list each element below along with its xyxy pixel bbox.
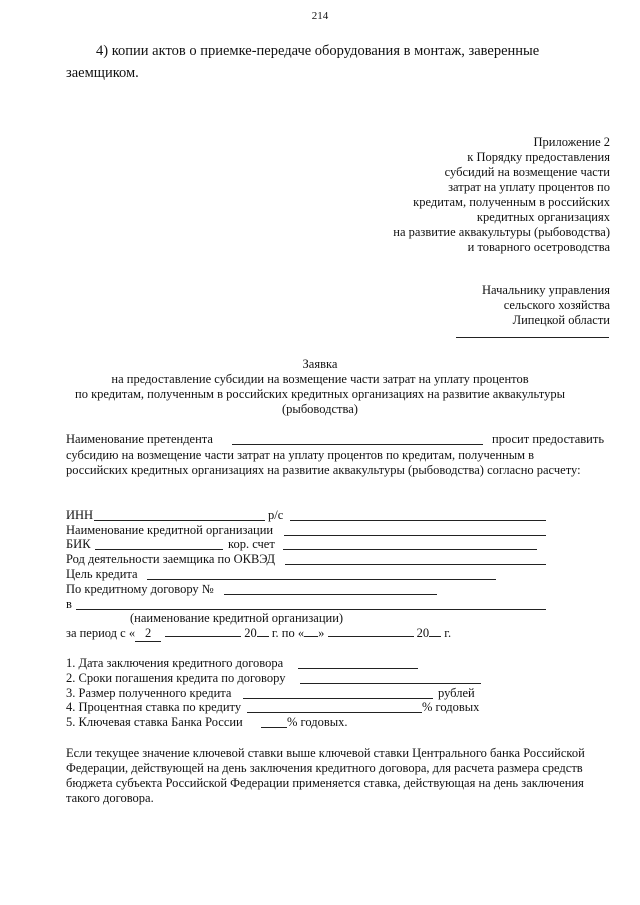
period-from-text: за период с « <box>66 626 136 640</box>
title-line: (рыбоводства) <box>282 402 358 416</box>
title-line: по кредитам, полученным в российских кредитных организациях на развитие аквакультуры <box>75 387 565 401</box>
period-to-close-quote: » <box>318 626 325 640</box>
in-label: в <box>66 597 72 611</box>
appendix-line: затрат на уплату процентов по <box>448 180 610 194</box>
appendix-line: Приложение 2 <box>533 135 610 149</box>
intro-line3: российских кредитных организациях на развитие аквакультуры (рыбоводства) согласно расчету: <box>66 463 581 477</box>
appendix-line: субсидий на возмещение части <box>444 165 610 179</box>
note-line3: бюджета субъекта Российской Федерации применяется ставка, действующая на день заключения <box>66 776 584 790</box>
item-3-label: 3. Размер полученного кредита <box>66 686 232 700</box>
purpose-label: Цель кредита <box>66 567 138 581</box>
bik-label: БИК <box>66 537 91 551</box>
addressee-line: сельского хозяйства <box>503 298 610 312</box>
item-1-field[interactable] <box>298 668 418 669</box>
note-line1: Если текущее значение ключевой ставки выше ключевой ставки Центрального банка Российской <box>66 746 585 760</box>
applicant-name-field[interactable] <box>232 444 483 445</box>
note-line4: такого договора. <box>66 791 154 805</box>
appendix-line: кредитных организациях <box>476 210 610 224</box>
purpose-field[interactable] <box>147 579 496 580</box>
item-4-field[interactable] <box>247 712 422 713</box>
item-5-label: 5. Ключевая ставка Банка России <box>66 715 243 729</box>
application-title <box>0 357 640 417</box>
contract-number-field[interactable] <box>224 594 437 595</box>
kor-label: кор. счет <box>228 537 275 551</box>
item-4-paragraph <box>66 40 612 84</box>
period-to-year-suffix: г. <box>441 626 452 640</box>
title-line: на предоставление субсидии на возмещение части затрат на уплату процентов <box>111 372 529 386</box>
period-from-year-prefix: 20 <box>244 626 257 640</box>
addressee-block <box>482 283 610 328</box>
addressee-line: Начальнику управления <box>482 283 610 297</box>
period-to-month-field[interactable] <box>328 636 414 637</box>
item-4-line1: 4) копии актов о приемке-передаче оборудования в монтаж, заверенные <box>96 43 540 59</box>
credit-org-name-field[interactable] <box>76 609 546 610</box>
item-4-line2: заемщиком. <box>66 65 139 81</box>
item-5-field[interactable] <box>261 727 287 728</box>
inn-field[interactable] <box>94 520 265 521</box>
okved-field[interactable] <box>285 564 546 565</box>
appendix-block <box>393 135 610 255</box>
bik-field[interactable] <box>95 549 223 550</box>
appendix-line: кредитам, полученным в российских <box>413 195 610 209</box>
period-to-year-prefix: 20 <box>416 626 430 640</box>
page-number: 214 <box>311 10 329 22</box>
okved-label: Род деятельности заемщика по ОКВЭД <box>66 552 276 566</box>
appendix-line: на развитие аквакультуры (рыбоводства) <box>393 225 610 239</box>
item-3-unit: рублей <box>438 686 475 700</box>
org-caption: (наименование кредитной организации) <box>130 611 344 625</box>
item-2-field[interactable] <box>300 683 481 684</box>
item-4-label: 4. Процентная ставка по кредиту <box>66 700 242 714</box>
credit-org-label: Наименование кредитной организации <box>66 523 274 537</box>
kor-field[interactable] <box>283 549 537 550</box>
item-4-unit: % годовых <box>422 700 480 714</box>
item-1-label: 1. Дата заключения кредитного договора <box>66 656 284 670</box>
rs-label: р/с <box>268 508 284 522</box>
contract-label: По кредитному договору № <box>66 582 214 596</box>
note-line2: Федерации, действующей на день заключения кредитного договора, для расчета размера средств <box>66 761 583 775</box>
item-3-field[interactable] <box>243 698 433 699</box>
period-from-year-field[interactable] <box>257 636 269 637</box>
item-5-unit: % годовых. <box>287 715 348 729</box>
title-heading: Заявка <box>302 357 338 371</box>
period-row <box>66 626 451 642</box>
period-from-month-field[interactable] <box>165 636 241 637</box>
applicant-label: Наименование претендента <box>66 432 213 446</box>
addressee-signature-line <box>456 337 609 338</box>
period-to-text: г. по « <box>268 626 305 640</box>
addressee-line: Липецкой области <box>512 313 610 327</box>
appendix-line: к Порядку предоставления <box>467 150 610 164</box>
period-to-year-field[interactable] <box>429 636 441 637</box>
credit-org-field[interactable] <box>284 535 546 536</box>
applicant-request-text: просит предоставить <box>492 432 605 446</box>
inn-label: ИНН <box>66 508 94 522</box>
intro-line2: субсидию на возмещение части затрат на уплату процентов по кредитам, полученным в <box>66 448 535 462</box>
period-to-day-field[interactable] <box>304 636 318 637</box>
period-from-day-field[interactable]: 2 <box>135 626 161 642</box>
item-2-label: 2. Сроки погашения кредита по договору <box>66 671 286 685</box>
appendix-line: и товарного осетроводства <box>467 240 610 254</box>
rs-field[interactable] <box>290 520 546 521</box>
